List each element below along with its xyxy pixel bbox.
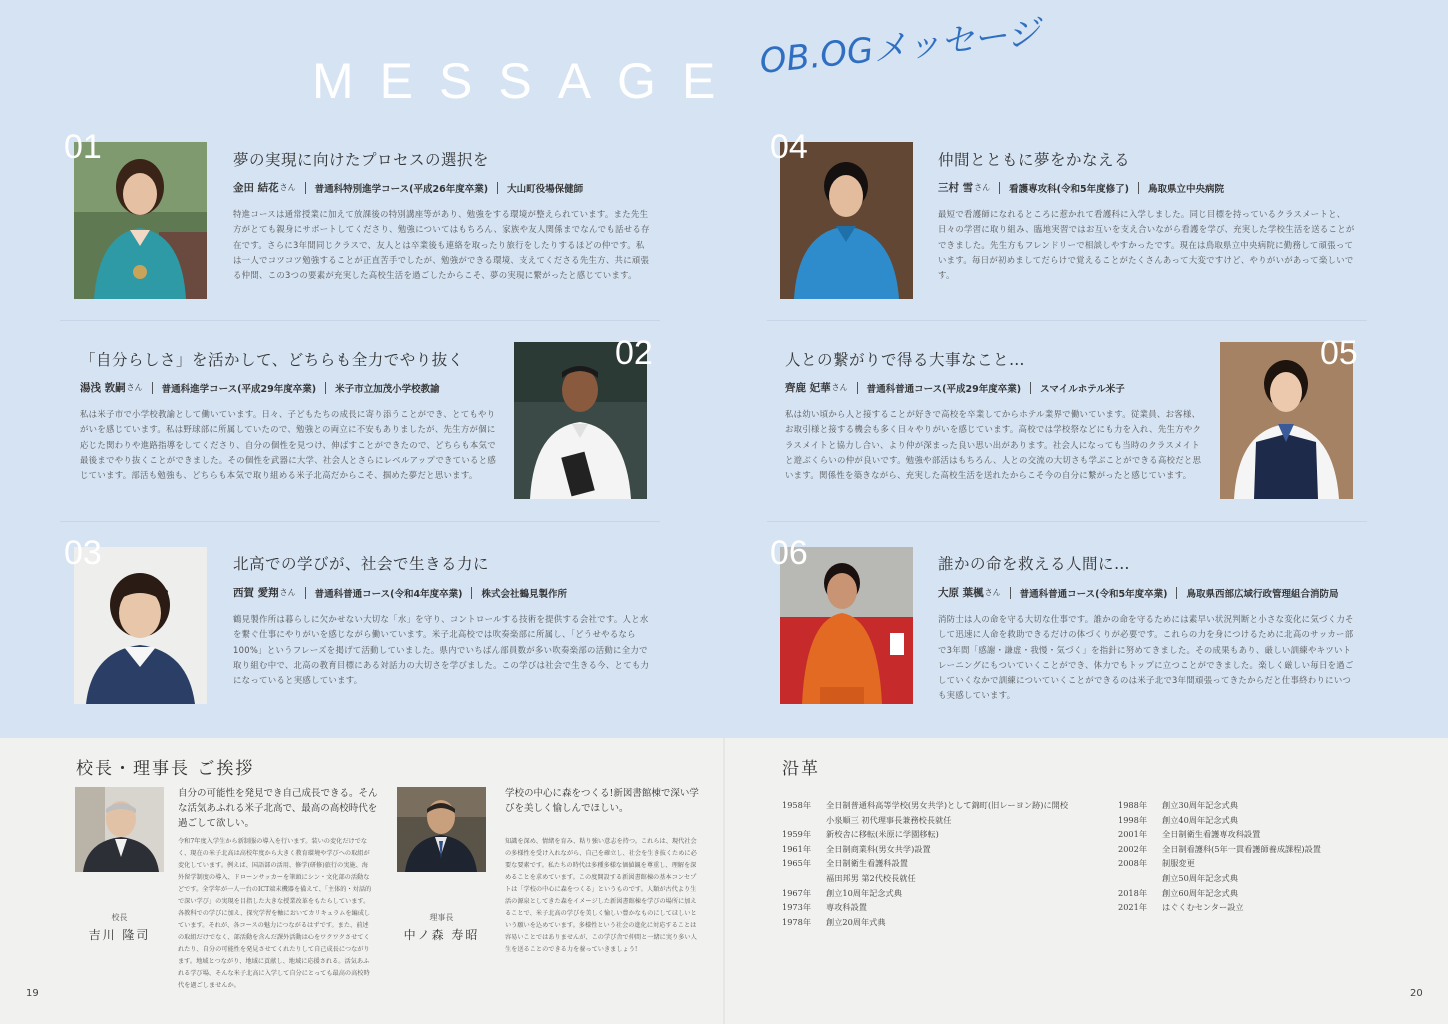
principal-name: 吉川 隆司 [88, 928, 151, 942]
principal-body: 令和7年度入学生から新制服の導入を行います。装いの変化だけでなく、現在の米子北高は高校年度から大きく教育環境や学びへの取組が変化しています。例えば、国語部の活用、修学(研修)旅行の実施、海外留学制度の導入、ドローンサッカーを筆頭にシン・文化部の活動などです。全学年が一人一台のICT端末機器を備えて、「主体的・対話的で深い学び」の実現を目指した大きな授業改革をもたらしています。各教科での学びに加え、探究学習を軸においてカリキュラムを編成しています。それが、各コースの魅力につながるはずです。また、前述の取組だけでなく、部活動を含んだ課外活動は心をワクワクさせてくれたり、自分の可能性を発見させてくれたりして自己成長につながります。地域とつながり、地域に貢献し、地域に応援される。活気あふれる学び場、そんな米子北高に入学して自分にとっても最高の高校時代を過ごしませんか。 [178, 838, 372, 989]
name-01: 金田 結花 [233, 182, 279, 194]
divider [767, 521, 1367, 522]
number-06: 06 [770, 534, 808, 572]
history-row: 創立50周年記念式典 [1162, 872, 1238, 883]
name-04: 三村 雪 [938, 182, 974, 194]
chairman-lead: 学校の中心に森をつくる!新図書館棟で深い学びを美しく愉しんでほしい。 [505, 788, 699, 814]
history-row: 1978年 創立20周年式典 [782, 916, 886, 927]
body-04: 最短で看護師になれるところに惹かれて看護科に入学しました。同じ目標を持っているクラスメートと、日々の学習に取り組み、臨地実習ではお互いを支え合いながら看護を学び、充実した学校生活を送ることができました。先生方もフレンドリーで相談しやすかったです。現在は鳥取県立中央病院に勤務して頑張っています。毎日が初めましてだらけで覚えることがたくさんあって大変ですけど、やりがいがあって楽しいです。 [938, 209, 1355, 281]
work-04: 鳥取県立中央病院 [1147, 183, 1224, 195]
greeting-title: 校長・理事長 ご挨拶 [76, 759, 255, 779]
body-05: 私は幼い頃から人と接することが好きで高校を卒業してからホテル業界で働いています。従業員、お客様、お取引様と接する機会も多く日々やりがいを感じています。高校では学校祭などにも力を入れ、先生方やクラスメイトと協力し合い、より仲が深まった良い思い出があります。社会人になっても当時のクラスメイトと遊ぶくらいの仲が良いです。勉強や部活はもちろん、人との交流の大切さも学ぶことができる高校だと思います。関係性を築きながら、充実した高校生活を送れたからこそ今の自分に繋がったと感じています。 [785, 409, 1202, 481]
history-row: 1961年 全日制商業科(男女共学)設置 [782, 843, 931, 854]
work-03: 株式会社鶴見製作所 [481, 588, 567, 600]
history-left [782, 798, 1102, 929]
title-01: 夢の実現に向けたプロセスの選択を [233, 151, 490, 169]
chairman-photo [397, 787, 486, 872]
history-row: 1958年 全日制普通科高等学校(男女共学)として錦町(旧レーヨン跡)に開校 [782, 800, 1069, 810]
divider [767, 320, 1367, 321]
title-06: 誰かの命を救える人間に… [938, 555, 1131, 573]
work-01: 大山町役場保健師 [507, 183, 584, 195]
history-row: 2021年 はぐくむセンター設立 [1118, 902, 1244, 913]
chairman-name: 中ノ森 寿昭 [403, 928, 480, 942]
meta-01 [233, 180, 583, 195]
meta-02 [80, 380, 440, 395]
course-06: 普通科普通コース(令和5年度卒業) [1019, 588, 1168, 600]
principal-lead: 自分の可能性を発見でき自己成長できる。そんな活気あふれる米子北高で、最高の高校時代を過ごして欲しい。 [178, 788, 378, 829]
honorific-04: さん [974, 183, 991, 192]
page-number-right: 20 [1410, 988, 1423, 999]
meta-06 [938, 585, 1339, 600]
work-06: 鳥取県西部広域行政管理組合消防局 [1186, 588, 1339, 600]
page-number-left: 19 [26, 988, 39, 999]
history-row: 1959年 新校舎に移転(米原に学園移転) [782, 829, 939, 840]
meta-04 [938, 180, 1224, 195]
course-03: 普通科普通コース(令和4年度卒業) [314, 588, 463, 600]
number-02: 02 [615, 334, 653, 372]
honorific-01: さん [279, 183, 296, 192]
course-05: 普通科普通コース(平成29年度卒業) [866, 383, 1022, 395]
title-04: 仲間とともに夢をかなえる [938, 151, 1131, 169]
history-row: 1998年 創立40周年記念式典 [1118, 814, 1238, 825]
number-03: 03 [64, 534, 102, 572]
course-04: 看護専攻科(令和5年度修了) [1009, 183, 1129, 195]
history-row: 2008年 制服変更 [1118, 858, 1195, 869]
name-02: 湯浅 敦嗣 [80, 382, 126, 394]
history-row: 小泉順三 初代理事長兼務校長就任 [826, 814, 952, 825]
course-01: 普通科特別進学コース(平成26年度卒業) [314, 183, 489, 195]
message-heading: MESSAGE [312, 53, 742, 109]
page-spine [723, 738, 725, 1024]
divider [60, 521, 660, 522]
ob-og-heading: OB.OGメッセージ [757, 12, 1043, 83]
name-03: 西賀 愛翔 [233, 587, 279, 599]
number-01: 01 [64, 128, 102, 166]
body-01: 特進コースは通常授業に加えて放課後の特別講座等があり、勉強をする環境が整えられています。また先生方がとても親身にサポートしてくださり、勉強についてはもちろん、家族や友人関係までなんでも話せる存在です。さらに3年間同じクラスで、友人とは卒業後も連絡を取ったり旅行をしたりするほどの仲です。私は一人でコツコツ勉強することが正直苦手でしたが、勉強ができる環境、支えてくださる先生方、共に頑張る仲間、この3つの要素が充実した高校生活を過ごしたからこそ、夢の実現に繋がったと感じています。 [233, 209, 650, 281]
principal-photo [75, 787, 164, 872]
history-row: 1973年 専攻科設置 [782, 902, 867, 913]
honorific-03: さん [279, 588, 296, 597]
body-03: 鶴見製作所は暮らしに欠かせない大切な「水」を守り、コントロールする技術を提供する会社です。人と水を繋ぐ仕事にやりがいを感じながら働いています。米子北高校では吹奏楽部に所属し、「どうせやるなら100%」というフレーズを掲げて活動していました。県内でいちばん部員数が多い吹奏楽部の活動に全力で取り組む中で、北高の教育目標にある対話力の大切さを学びました。この学びは社会で生きる今、とても力になっていると実感しています。 [233, 614, 650, 686]
title-02: 「自分らしさ」を活かして、どちらも全力でやり抜く [80, 351, 464, 369]
number-05: 05 [1320, 334, 1358, 372]
work-02: 米子市立加茂小学校教諭 [335, 383, 440, 395]
history-row: 1965年 全日制衛生看護科設置 [782, 858, 908, 869]
divider [60, 320, 660, 321]
chairman-body: 知識を深め、情緒を育み、粘り強い意志を持つ。これらは、現代社会の多様性を受け入れながら、自己を確立し、社会を生き抜くために必要な要素です。私たちの時代は多種多様な価値観を尊重し、理解を深めることを求めています。この度開設する新図書館棟の基本コンセプトは「学校の中心に森をつくる」というものです。人類が古代より生活の源泉としてきた森をイメージした新図書館棟を学びの場所に加えることで、米子北高の学びを美しく愉しい豊かなものにしてほしいという願いを込めています。多様性という社会の進化に対応することは容易いことではありませんが、この学び舎で仲間と一緒に実り多い人生を送ることのできる力を養っていきましょう! [505, 838, 697, 953]
history-row: 福田邦男 第2代校長就任 [826, 872, 916, 883]
principal-role: 校長 [111, 913, 128, 922]
history-row: 1988年 創立30周年記念式典 [1118, 800, 1238, 810]
course-02: 普通科進学コース(平成29年度卒業) [161, 383, 317, 395]
history-row: 2001年 全日制衛生看護専攻科設置 [1118, 829, 1261, 840]
history-row: 2002年 全日制看護科(5年一貫看護師養成課程)設置 [1118, 843, 1321, 854]
honorific-05: さん [831, 383, 848, 392]
history-row: 2018年 創立60周年記念式典 [1118, 887, 1238, 898]
name-05: 齊鹿 妃華 [785, 382, 831, 394]
history-row: 1967年 創立10周年記念式典 [782, 887, 902, 898]
meta-03 [233, 585, 567, 600]
body-02: 私は米子市で小学校教諭として働いています。日々、子どもたちの成長に寄り添うことができ、とてもやりがいを感じています。私は野球部に所属していたので、勉強との両立に不安もありましたが、先生方が個に応じた関わりや進路指導をしてくださり、自分の個性を見つけ、伸ばすことができたので、どちらも本気で最後までやり抜くことができました。その個性を武器に大学、社会人とさらにレベルアップできていると感じています。部活も勉強も、どちらも本気で取り組める米子北高だからこそ、掴めた夢だと思います。 [80, 409, 497, 481]
number-04: 04 [770, 128, 808, 166]
chairman-role: 理事長 [429, 913, 454, 922]
body-06: 消防士は人の命を守る大切な仕事です。誰かの命を守るためには素早い状況判断と小さな変化に気づく力そして迅速に人命を救助できるだけの体づくりが必要です。これらの力を身につけるために北高のサッカー部で3年間「感謝・謙虚・我慢・気づく」を指針に努めてきました。その成果もあり、厳しい訓練やキツいトレーニングにもついていくことができ、体力でもトップに立つことができました。楽しく厳しい毎日を過ごしていくなかで訓練についていくことができるのは米子北で3年間頑張ってきたからだと仕事終わりにいつも実感しています。 [938, 614, 1354, 701]
history-right [1118, 798, 1378, 915]
honorific-02: さん [126, 383, 143, 392]
name-06: 大原 葉楓 [938, 587, 984, 599]
history-title: 沿革 [782, 759, 820, 779]
honorific-06: さん [984, 588, 1001, 597]
title-03: 北高での学びが、社会で生きる力に [233, 555, 490, 573]
meta-05 [785, 380, 1125, 395]
work-05: スマイルホテル米子 [1040, 383, 1125, 395]
title-05: 人との繋がりで得る大事なこと… [785, 351, 1026, 369]
